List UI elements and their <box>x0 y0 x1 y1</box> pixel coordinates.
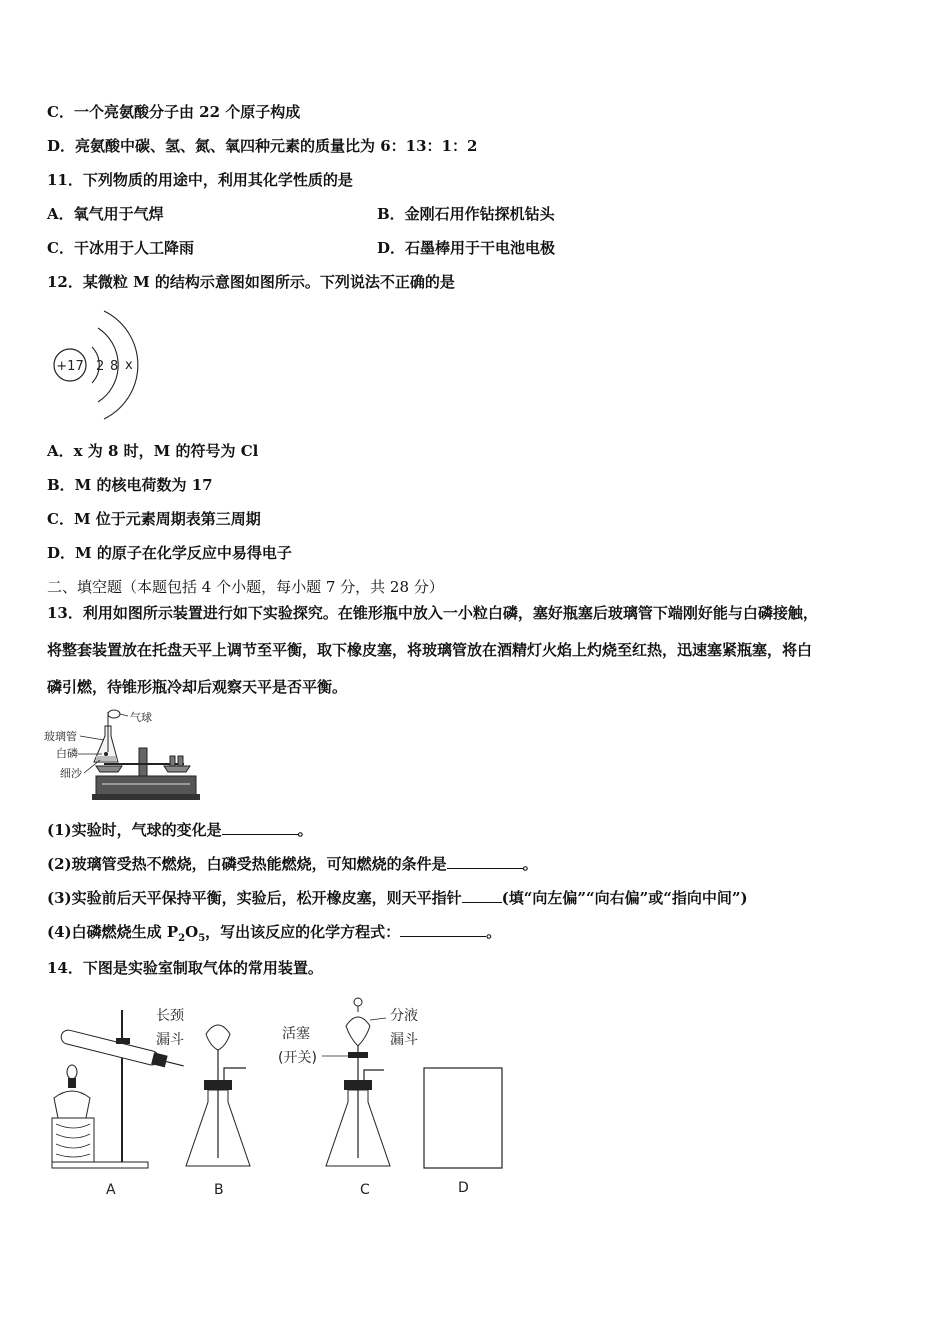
q13-stem-line-1: 13．利用如图所示装置进行如下实验探究。在锥形瓶中放入一小粒白磷，塞好瓶塞后玻璃管下端刚好能与白磷接触， <box>47 604 818 622</box>
svg-text:漏斗: 漏斗 <box>156 1032 184 1048</box>
gas-apparatus-figure <box>46 990 516 1205</box>
caption-b: B <box>214 1182 224 1198</box>
label-glass-tube: 玻璃管 <box>44 730 77 743</box>
balance-apparatus-figure <box>44 706 204 802</box>
svg-text:长颈: 长颈 <box>156 1008 184 1024</box>
alcohol-lamp <box>54 1091 90 1118</box>
q13-part-3: (3)实验前后天平保持平衡，实验后，松开橡皮塞，则天平指针 (填“向左偏”“向右偏”或“指向中间”) <box>47 889 748 907</box>
q10-option-d: D．亮氨酸中碳、氢、氮、氧四种元素的质量比为 6：13：1：2 <box>47 137 478 155</box>
q11-option-c: C．干冰用于人工降雨 <box>47 239 194 257</box>
balance-base <box>96 776 196 796</box>
nucleus-charge: +17 <box>56 359 84 374</box>
label-balloon: 气球 <box>130 711 152 724</box>
q12-option-a: A．x 为 8 时，M 的符号为 Cl <box>47 442 259 460</box>
section-2-title: 二、填空题（本题包括 4 个小题，每小题 7 分，共 28 分） <box>47 578 444 596</box>
q11-option-b: B．金刚石用作钻探机钻头 <box>377 205 555 223</box>
q13-stem-line-3: 磷引燃，待锥形瓶冷却后观察天平是否平衡。 <box>47 678 348 696</box>
q13-part-2: (2)玻璃管受热不燃烧，白磷受热能燃烧，可知燃烧的条件是 。 <box>47 855 538 873</box>
balloon <box>108 710 120 718</box>
q11-option-a: A．氧气用于气焊 <box>47 205 164 223</box>
shell-3-electrons: x <box>125 358 133 373</box>
answer-blank-4[interactable] <box>400 922 486 937</box>
label-sand: 细沙 <box>60 767 82 780</box>
answer-blank-2[interactable] <box>447 854 523 869</box>
apparatus-b <box>156 1008 250 1198</box>
shell-2-electrons: 8 <box>110 359 119 374</box>
svg-text:活塞: 活塞 <box>282 1026 310 1042</box>
answer-blank-1[interactable] <box>222 820 298 835</box>
q10-option-c: C．一个亮氨酸分子由 22 个原子构成 <box>47 103 301 121</box>
svg-text:(开关): (开关) <box>278 1050 317 1066</box>
svg-text:分液: 分液 <box>390 1008 418 1024</box>
atom-structure-diagram <box>48 306 148 426</box>
q12-stem: 12．某微粒 M 的结构示意图如图所示。下列说法不正确的是 <box>47 273 455 291</box>
long-neck-funnel <box>206 1025 230 1050</box>
answer-blank-3[interactable] <box>462 888 502 903</box>
caption-d: D <box>458 1180 469 1196</box>
q12-option-c: C．M 位于元素周期表第三周期 <box>47 510 261 528</box>
q13-part-1: (1)实验时，气球的变化是 。 <box>47 821 313 839</box>
q13-part-4: (4)白磷燃烧生成 $P_2O_5$，写出该反应的化学方程式： 。 <box>47 923 502 944</box>
label-white-phosphorus: 白磷 <box>56 747 78 760</box>
separatory-funnel <box>346 1017 370 1046</box>
q12-option-b: B．M 的核电荷数为 17 <box>47 476 213 494</box>
q14-stem: 14．下图是实验室制取气体的常用装置。 <box>47 959 323 977</box>
shell-1-electrons: 2 <box>96 359 105 374</box>
apparatus-d <box>424 1068 502 1196</box>
empty-box-d <box>424 1068 502 1168</box>
q13-stem-line-2: 将整套装置放在托盘天平上调节至平衡，取下橡皮塞，将玻璃管放在酒精灯火焰上灼烧至红热，迅速塞紧瓶塞，将白 <box>47 641 813 659</box>
stopcock <box>348 1052 368 1058</box>
q11-stem: 11．下列物质的用途中，利用其化学性质的是 <box>47 171 353 189</box>
q12-option-d: D．M 的原子在化学反应中易得电子 <box>47 544 292 562</box>
caption-c: C <box>360 1182 370 1198</box>
apparatus-c <box>278 998 418 1198</box>
caption-a: A <box>106 1182 116 1198</box>
svg-text:漏斗: 漏斗 <box>390 1032 418 1048</box>
test-tube <box>60 1029 160 1067</box>
q11-option-d: D．石墨棒用于干电池电极 <box>377 239 556 257</box>
